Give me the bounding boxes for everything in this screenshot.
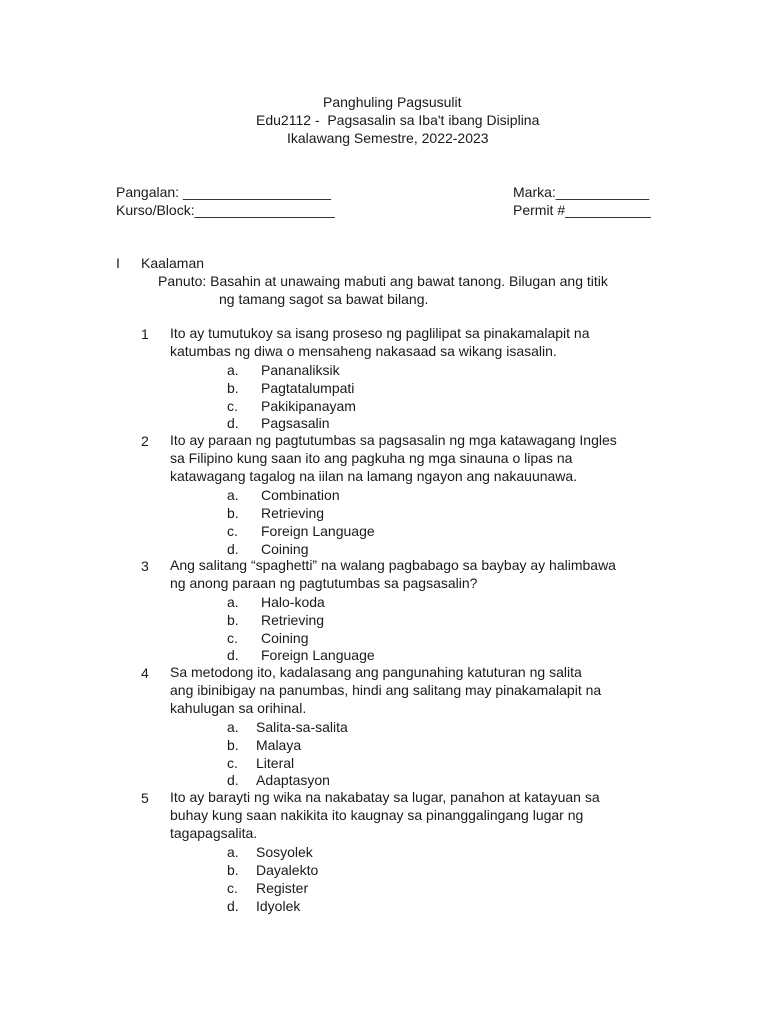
option-text[interactable]: Coining xyxy=(261,541,309,557)
question-line: katumbas ng diwa o mensaheng nakasaad sa wikang isasalin. xyxy=(170,342,557,359)
question-line: Ito ay paraan ng pagtutumbas sa pagsasalin ng mga katawagang Ingles xyxy=(170,432,617,448)
option-letter[interactable]: c. xyxy=(227,880,238,896)
question-number: 1 xyxy=(141,326,149,342)
option-text[interactable]: Malaya xyxy=(256,737,302,753)
section-number: I xyxy=(116,255,120,271)
option-text[interactable]: Coining xyxy=(261,630,309,646)
option-letter[interactable]: c. xyxy=(227,630,238,646)
option-text[interactable]: Halo-koda xyxy=(261,594,325,610)
option-text[interactable]: Pakikipanayam xyxy=(261,398,356,414)
option-letter[interactable]: b. xyxy=(227,737,239,753)
option-letter[interactable]: b. xyxy=(227,380,239,396)
option-text[interactable]: Register xyxy=(256,880,309,896)
option-text[interactable]: Foreign Language xyxy=(261,647,375,663)
option-letter[interactable]: b. xyxy=(227,862,239,878)
question-line: tagapagsalita. xyxy=(170,824,258,841)
option-text[interactable]: Salita-sa-salita xyxy=(256,719,348,735)
question-line: katawagang tagalog na iilan na lamang ngayon ang nakauunawa. xyxy=(170,467,578,484)
option-letter[interactable]: c. xyxy=(227,523,238,539)
question-text xyxy=(170,664,670,717)
option-text[interactable]: Adaptasyon xyxy=(256,772,330,788)
option-letter[interactable]: a. xyxy=(227,844,239,860)
question-line: kahulugan sa orihinal. xyxy=(170,699,307,716)
score-field[interactable]: Marka:____________ xyxy=(513,184,650,200)
option-letter[interactable]: c. xyxy=(227,398,238,414)
option-letter[interactable]: a. xyxy=(227,487,239,503)
semester: Ikalawang Semestre, 2022-2023 xyxy=(287,130,489,146)
option-text[interactable]: Foreign Language xyxy=(261,523,375,539)
question-line: Ito ay tumutukoy sa isang proseso ng paglilipat sa pinakamalapit na xyxy=(170,325,590,341)
course-title: Edu2112 - Pagsasalin sa Iba't ibang Disiplina xyxy=(256,112,540,128)
option-letter[interactable]: d. xyxy=(227,415,239,431)
option-letter[interactable]: a. xyxy=(227,719,239,735)
option-text[interactable]: Literal xyxy=(256,755,295,771)
question-line: Sa metodong ito, kadalasang ang pangunahing katuturan ng salita xyxy=(170,664,582,680)
option-text[interactable]: Retrieving xyxy=(261,612,325,628)
option-letter[interactable]: a. xyxy=(227,594,239,610)
question-text xyxy=(170,432,670,485)
question-line: buhay kung saan nakikita ito kaugnay sa pinanggalingang lugar ng xyxy=(170,806,584,823)
option-text[interactable]: Combination xyxy=(261,487,340,503)
instruction-line-2: ng tamang sagot sa bawat bilang. xyxy=(219,291,429,307)
option-text[interactable]: Pagsasalin xyxy=(261,415,330,431)
option-text[interactable]: Sosyolek xyxy=(256,844,313,860)
exam-title: Panghuling Pagsusulit xyxy=(323,94,462,110)
question-number: 2 xyxy=(141,433,149,449)
option-text[interactable]: Pagtatalumpati xyxy=(261,380,355,396)
question-text xyxy=(170,789,670,842)
question-line: Ang salitang “spaghetti” na walang pagbabago sa baybay ay halimbawa xyxy=(170,557,616,573)
permit-field[interactable]: Permit #___________ xyxy=(513,202,651,218)
name-field[interactable]: Pangalan: ___________________ xyxy=(116,184,331,200)
question-text xyxy=(170,557,670,593)
option-letter[interactable]: d. xyxy=(227,898,239,914)
option-letter[interactable]: b. xyxy=(227,505,239,521)
option-text[interactable]: Idyolek xyxy=(256,898,301,914)
option-letter[interactable]: d. xyxy=(227,541,239,557)
section-title: Kaalaman xyxy=(141,255,205,271)
instruction-line-1: Panuto: Basahin at unawaing mabuti ang bawat tanong. Bilugan ang titik xyxy=(158,273,608,289)
question-number: 3 xyxy=(141,558,149,574)
option-text[interactable]: Dayalekto xyxy=(256,862,319,878)
question-line: Ito ay barayti ng wika na nakabatay sa lugar, panahon at katayuan sa xyxy=(170,789,600,805)
question-line: sa Filipino kung saan ito ang pagkuha ng mga sinauna o lipas na xyxy=(170,449,573,466)
question-line: ng anong paraan ng pagtutumbas sa pagsasalin? xyxy=(170,574,478,591)
question-number: 5 xyxy=(141,790,149,806)
option-letter[interactable]: d. xyxy=(227,647,239,663)
option-letter[interactable]: b. xyxy=(227,612,239,628)
option-letter[interactable]: c. xyxy=(227,755,238,771)
option-letter[interactable]: a. xyxy=(227,362,239,378)
option-text[interactable]: Retrieving xyxy=(261,505,325,521)
question-number: 4 xyxy=(141,665,149,681)
course-block-field[interactable]: Kurso/Block:__________________ xyxy=(116,202,335,218)
option-letter[interactable]: d. xyxy=(227,772,239,788)
option-text[interactable]: Pananaliksik xyxy=(261,362,340,378)
question-line: ang ibinibigay na panumbas, hindi ang salitang may pinakamalapit na xyxy=(170,681,602,698)
question-text xyxy=(170,325,670,361)
